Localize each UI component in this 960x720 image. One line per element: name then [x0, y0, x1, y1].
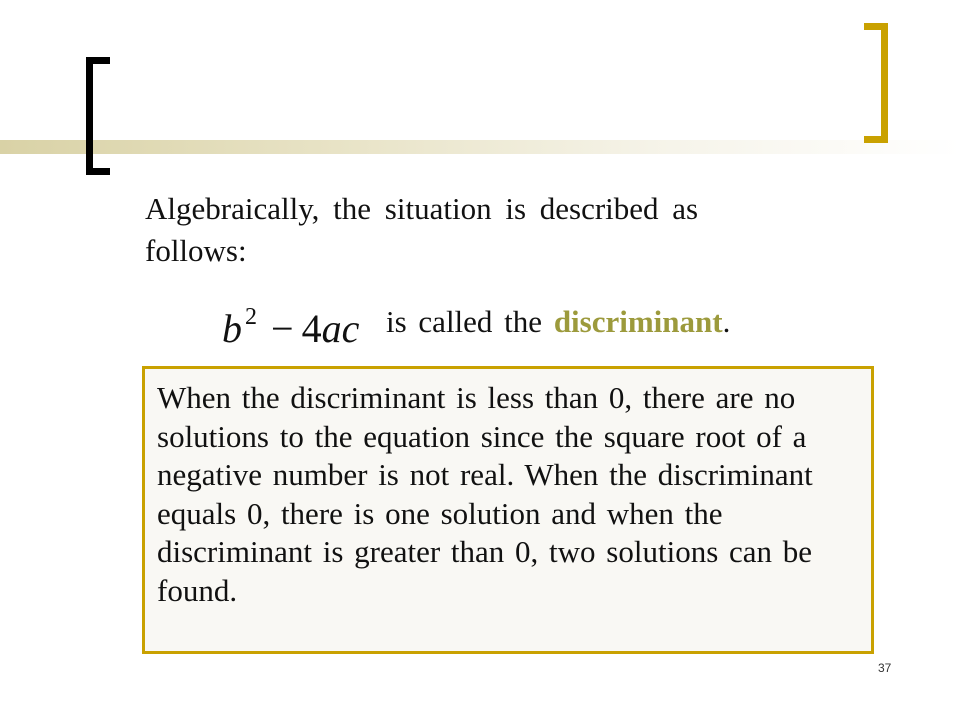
explanation-text: When the discriminant is less than 0, there are no solutions to the equation since the square root of a negative number is not real. When the discriminant equals 0, there is one solution and when the discriminant is greater than 0, two solutions can be found. — [157, 380, 813, 608]
caption-prefix: is called the — [386, 304, 543, 339]
discriminant-formula — [222, 294, 359, 352]
caption-suffix: . — [722, 304, 731, 339]
explanation-box — [142, 366, 874, 654]
formula-caption — [386, 302, 730, 342]
left-bracket-decoration — [86, 57, 110, 175]
formula-coefficient: 4 — [301, 306, 322, 351]
formula-operator: − — [271, 306, 294, 351]
formula-variables: ac — [321, 306, 360, 351]
decorative-gradient-line — [0, 140, 960, 154]
right-bracket-decoration — [864, 23, 888, 143]
formula-base: b — [222, 306, 242, 351]
slide-number: 37 — [878, 661, 892, 675]
caption-keyword: discriminant — [553, 304, 723, 339]
formula-exponent: 2 — [245, 304, 257, 330]
intro-text: Algebraically, the situation is described as follows: — [145, 191, 699, 268]
